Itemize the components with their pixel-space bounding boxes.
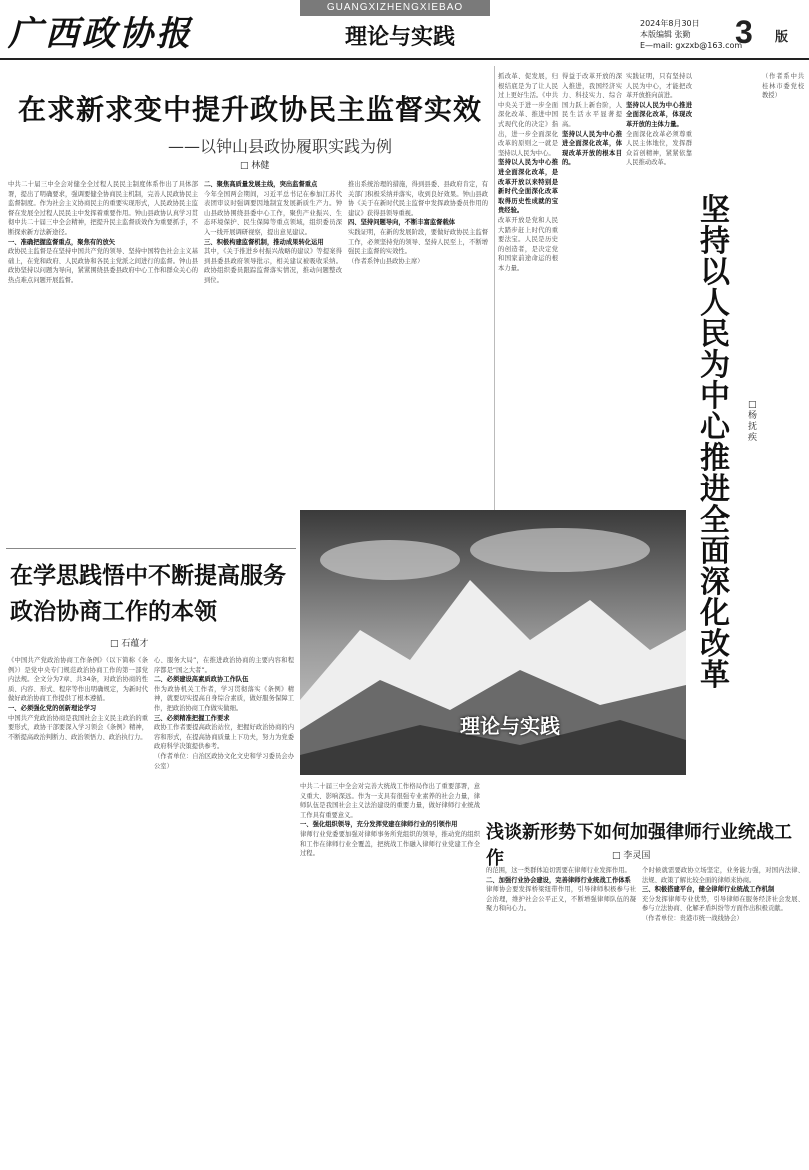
paragraph: 实践证明，在新的发展阶段，要做好政协民主监督工作，必须坚持党的领导、坚持人民至上，不断增强民主监督的实效性。: [348, 228, 488, 256]
subheading: 一、必须强化党的创新理论学习: [8, 704, 97, 712]
section-divider: [6, 548, 296, 549]
issue-info: [640, 18, 742, 51]
issue-date: 2024年8月30日: [640, 19, 700, 28]
section-title: 理论与实践: [345, 25, 456, 50]
author-note: （作者单位：自治区政协文化文史和学习委员会办公室）: [154, 752, 294, 770]
article3-column-1: [8, 656, 148, 1166]
author-note: （作者系钟山县政协主席）: [348, 257, 424, 265]
subheading: 一、准确把握监督重点，聚焦有的放矢: [8, 238, 116, 246]
subheading: 坚持以人民为中心推进全面深化改革，是改革开放以来特别是新时代全面深化改革取得历史性成就的宝贵经验。: [498, 159, 558, 215]
editor-name: 本版编辑 张勤: [640, 30, 691, 39]
article2-title: 坚持以人民为中心推进全面深化改革: [700, 193, 730, 693]
paragraph: 实践证明，只有坚持以人民为中心，才能把改革开放推向前进。: [626, 73, 692, 100]
article1-column-2: [204, 180, 342, 550]
paragraph: 个时候就需要政协立场坚定，业务能力强，对国内法律、法规、政策了解比较全面的律师来协商。: [642, 867, 804, 884]
article2-column-4: [762, 72, 804, 792]
paragraph: 今年全国两会期间，习近平总书记在参加江苏代表团审议时强调要因地制宜发展新质生产力。钟山县政协围绕县委中心工作，聚焦产业振兴、生态环境保护、民生保障等重点领域，组织委员深入一线开展调研视察，提出意见建议。: [204, 190, 342, 236]
subheading: 坚持以人民为中心推进全面深化改革，体现改革开放的主体力量。: [626, 101, 692, 128]
article3-author: □ 石蕴才: [110, 639, 149, 649]
paragraph: 推出系统治理的措施，得到县委、县政府肯定，有关部门积极采纳并落实，收到良好效果。钟山县政协《关于在新时代民主监督中发挥政协委员作用的建议》获得县领导重视。: [348, 181, 488, 217]
article1-column-3: [348, 180, 488, 490]
subheading: 二、必须建设高素质政协工作队伍: [154, 676, 249, 684]
paragraph: 律师协会要发挥桥梁纽带作用，引导律师积极参与社会治理，维护社会公平正义，不断增强律师队伍的凝聚力和向心力。: [486, 886, 636, 913]
article3-column-2: [154, 656, 294, 1166]
masthead-divider: [0, 58, 809, 60]
article4-column-1: [300, 782, 480, 1166]
paragraph: 其中，《关于推进乡村振兴战略的建议》等提案得到县委县政府领导批示，相关建议被吸收采纳。政协组织委员跟踪监督落实情况，推动问题整改到位。: [204, 248, 342, 284]
article1-author: □ 林健: [240, 161, 270, 171]
article1-title: 在求新求变中提升政协民主监督实效: [18, 93, 483, 126]
page-suffix: 版: [775, 30, 789, 45]
photo-caption: 理论与实践: [460, 714, 560, 738]
paragraph: 《中国共产党政治协商工作条例》（以下简称《条例》）是党中央专门规范政治协商工作的第一部党内法规。全文分为7章、共34条，对政治协商的性质、内容、形式、程序等作出明确规定，为新时代做好政治协商工作提供了根本遵循。: [8, 657, 148, 703]
paragraph: 的范围，这一类群体迫切需要在律师行业发挥作用。: [486, 867, 631, 874]
paragraph: 抓改革、促发展，归根结底是为了让人民过上更好生活。《中共中央关于进一步全面深化改革、推进中国式现代化的决定》指出，进一步全面深化改革的原则之一就是坚持以人民为中心。: [498, 73, 558, 157]
pinyin-banner: GUANGXIZHENGXIEBAO: [300, 0, 490, 16]
subheading: 三、必须精准把握工作要求: [154, 714, 230, 722]
subheading: 四、坚持问题导向，不断丰富监督载体: [348, 219, 456, 227]
article3-title: 在学思践悟中不断提高服务政治协商工作的本领: [10, 563, 286, 625]
paragraph: 中共二十届三中全会对健全全过程人民民主制度体系作出了具体部署，提出了明确要求，强调要健全协商民主机制，完善人民政协民主监督制度。作为社会主义协商民主的重要实现形式，人民政协民主监督在发展全过程人民民主中发挥着重要作用。钟山县政协认真学习贯彻中共二十届三中全会精神，把提升民主监督质效作为重要抓手，不断探索新方法新途径。: [8, 181, 198, 236]
subheading: 三、积极搭建平台，健全律师行业统战工作机制: [642, 886, 775, 894]
paragraph: 政协民主监督是在坚持中国共产党的领导、坚持中国特色社会主义基础上，在党和政府、人民政协和各民主党派之间进行的监督。钟山县政协坚持以问题为导向，紧紧围绕县委县政府中心工作和群众关心的热点难点问题开展监督。: [8, 248, 198, 284]
paragraph: 作为政协机关工作者，学习贯彻落实《条例》精神，就要切实提高自身综合素质，做好服务保障工作，把政治协商工作做实做细。: [154, 685, 294, 712]
article1-subtitle: ——以钟山县政协履职实践为例: [168, 137, 393, 156]
article4-column-2: [486, 866, 636, 1166]
article4-column-3: [642, 866, 804, 1166]
masthead: [0, 0, 809, 60]
paragraph: 改革开放是党和人民大踏步赶上时代的重要法宝。人民是历史的创造者，是决定党和国家前途命运的根本力量。: [498, 216, 558, 272]
subheading: 二、加强行业协会建设，完善律师行业统战工作体系: [486, 876, 631, 884]
paragraph: 得益于改革开放的深入推进，我国经济实力、科技实力、综合国力跃上新台阶，人民生活水平显著提高。: [562, 73, 622, 128]
subheading: 一、强化组织领导，充分发挥党建在律师行业的引领作用: [300, 821, 458, 829]
paragraph: 政协工作者要提高政治站位，把握好政治协商的内容和形式，在提高协商质量上下功夫，努力为党委政府科学决策提供参考。: [154, 724, 294, 751]
column-divider: [494, 66, 495, 546]
author-note: （作者系中共桂林市委党校教授）: [762, 73, 804, 100]
article4-title: 浅谈新形势下如何加强律师行业统战工作: [486, 822, 792, 869]
paragraph: 心、服务大局”，在推进政治协商的主要内容和程序都是“国之大者”。: [154, 657, 294, 674]
author-note: （作者单位：贵港市统一战线协会）: [642, 914, 743, 922]
mountain-photo: [300, 510, 686, 775]
paragraph: 中共二十届三中全会对完善大统战工作格局作出了重要部署，意义重大、影响深远。作为一支具有很强专业素养的社会力量，律师队伍是我国社会主义法治建设的重要力量，做好律师行业统战工作具有重要意义。: [300, 783, 480, 819]
subheading: 三、积极构建监督机制，推动成果转化运用: [204, 238, 324, 246]
page-number: 3: [735, 14, 753, 50]
article4-author: □ 李灵国: [612, 851, 651, 861]
paragraph: 律师行业党委要加强对律师事务所党组织的领导，推动党的组织和工作在律师行业全覆盖，把统战工作融入律师行业党建工作全过程。: [300, 830, 480, 858]
editor-email: E—mail: gxzxb@163.com: [640, 41, 743, 50]
paragraph: 充分发挥律师专业优势，引导律师在服务经济社会发展、参与立法协商、化解矛盾纠纷等方面作出积极贡献。: [642, 895, 804, 913]
paragraph: 中国共产党政治协商是我国社会主义民主政治的重要形式，政协干部要深入学习领会《条例》精神，不断提高政治判断力、政治领悟力、政治执行力。: [8, 714, 148, 741]
article1-column-1: [8, 180, 198, 550]
article2-author: □ 杨抚疾: [748, 400, 758, 443]
subheading: 二、聚焦高质量发展主线，突出监督重点: [204, 181, 318, 188]
newspaper-logo: 广西政协报: [8, 14, 193, 54]
paragraph: 全面深化改革必须尊重人民主体地位，发挥群众首创精神，紧紧依靠人民推动改革。: [626, 130, 692, 167]
subheading: 坚持以人民为中心推进全面深化改革，体现改革开放的根本目的。: [562, 130, 622, 167]
